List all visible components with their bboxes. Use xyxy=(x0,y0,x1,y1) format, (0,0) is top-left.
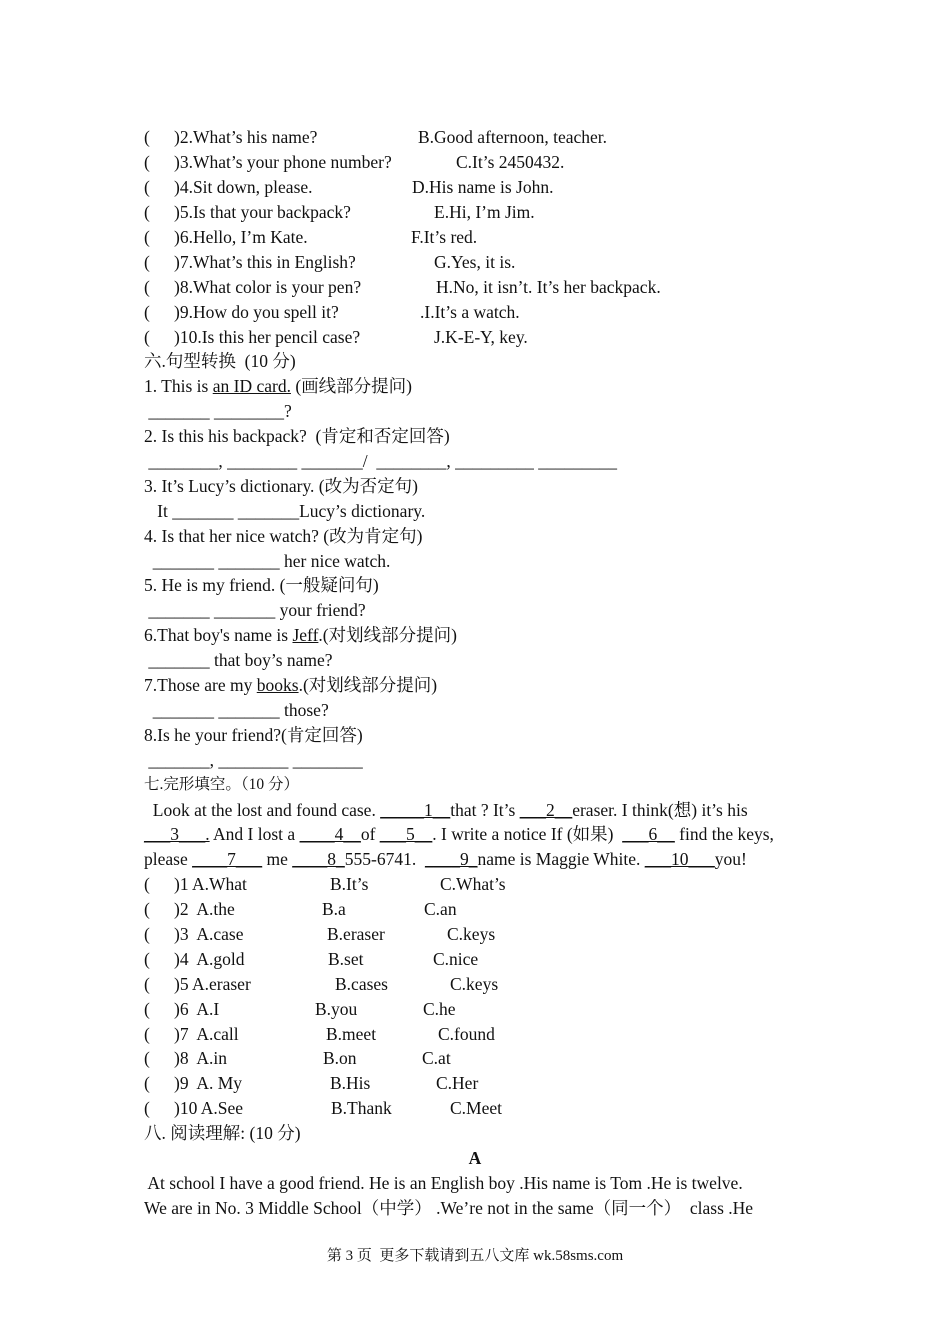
matching-row xyxy=(144,176,554,200)
question-1: 1. This is an ID card. (画线部分提问) xyxy=(144,376,412,396)
cloze-blank[interactable]: ___5__ xyxy=(379,824,433,844)
cloze-blank[interactable]: ____7___ xyxy=(192,849,263,869)
matching-row xyxy=(144,151,565,175)
matching-row xyxy=(144,301,520,325)
cloze-blank[interactable]: ____4__ xyxy=(299,824,361,844)
answer-blank-5[interactable]: _______ _______ your friend? xyxy=(144,600,366,620)
option-c[interactable]: C.Meet xyxy=(450,1098,503,1118)
question-6: 6.That boy's name is Jeff.(对划线部分提问) xyxy=(144,625,457,645)
option-c[interactable]: C.keys xyxy=(447,924,496,944)
answer-paren: ( xyxy=(144,277,150,297)
cloze-line-2: ___3___. And I lost a ____4__of ___5__. I write a notice If (如果) ___6__ find the keys, xyxy=(144,824,774,844)
underlined-phrase: an ID card. xyxy=(212,376,291,396)
option-b[interactable]: B.cases xyxy=(335,974,388,994)
option-b[interactable]: B.His xyxy=(330,1073,371,1093)
answer-paren: ( xyxy=(144,227,150,247)
matching-row xyxy=(144,326,528,350)
option-c[interactable]: C.he xyxy=(423,999,456,1019)
answer-blank-6[interactable]: _______ that boy’s name? xyxy=(144,650,333,670)
answer-paren: ( xyxy=(144,177,150,197)
section-heading: 六.句型转换 (10 分) xyxy=(144,351,296,371)
matching-question: )6.Hello, I’m Kate. xyxy=(174,227,308,247)
option-c[interactable]: C.nice xyxy=(433,949,479,969)
matching-answer: C.It’s 2450432. xyxy=(456,152,565,172)
section-heading: 八. 阅读理解: (10 分) xyxy=(144,1123,301,1143)
matching-answer: H.No, it isn’t. It’s her backpack. xyxy=(436,277,661,297)
question-7: 7.Those are my books.(对划线部分提问) xyxy=(144,675,438,695)
option-row: ( )1 A.What B.It’s C.What’s xyxy=(144,874,506,894)
cloze-blank[interactable]: ___6__ xyxy=(622,824,675,844)
section-heading: 七.完形填空。（10 分） xyxy=(144,776,300,793)
question-4: 4. Is that her nice watch? (改为肯定句) xyxy=(144,526,423,546)
answer-blank-1[interactable]: _______ ________? xyxy=(144,401,292,421)
option-a[interactable]: )1 A.What xyxy=(174,874,247,894)
answer-blank-2[interactable]: ________, ________ _______/ ________, _________ _________ xyxy=(144,451,617,471)
answer-paren: ( xyxy=(144,302,150,322)
option-a[interactable]: )2 A.the xyxy=(174,899,235,919)
cloze-blank[interactable]: ___3___. xyxy=(144,824,210,844)
option-b[interactable]: B.on xyxy=(323,1048,357,1068)
option-row: ( )6 A.I B.you C.he xyxy=(144,999,456,1019)
option-b[interactable]: B.eraser xyxy=(327,924,385,944)
answer-paren: ( xyxy=(144,127,150,147)
passage-line: At school I have a good friend. He is an English boy .His name is Tom .He is twelve. xyxy=(144,1173,743,1193)
option-row: ( )3 A.case B.eraser C.keys xyxy=(144,924,496,944)
matching-answer: B.Good afternoon, teacher. xyxy=(418,127,608,147)
option-b[interactable]: B.set xyxy=(328,949,364,969)
matching-row xyxy=(144,276,661,300)
passage-line: We are in No. 3 Middle School（中学） .We’re not in the same（同一个） class .He xyxy=(144,1198,754,1218)
option-a[interactable]: )8 A.in xyxy=(174,1048,227,1068)
option-b[interactable]: B.meet xyxy=(326,1024,377,1044)
option-row: ( )2 A.the B.a C.an xyxy=(144,899,457,919)
answer-paren: ( xyxy=(144,202,150,222)
matching-row xyxy=(144,251,516,275)
answer-blank-3[interactable]: It _______ _______Lucy’s dictionary. xyxy=(144,501,426,521)
cloze-blank[interactable]: ___10___ xyxy=(644,849,715,869)
option-b[interactable]: B.a xyxy=(322,899,346,919)
matching-question: )9.How do you spell it? xyxy=(174,302,339,322)
matching-answer: J.K-E-Y, key. xyxy=(434,327,528,347)
matching-answer: E.Hi, I’m Jim. xyxy=(434,202,535,222)
option-c[interactable]: C.keys xyxy=(450,974,499,994)
cloze-line-1: Look at the lost and found case. _____1__that ? It’s ___2__eraser. I think(想) it’s his xyxy=(144,800,748,820)
cloze-blank[interactable]: ____9_ xyxy=(424,849,478,869)
question-5: 5. He is my friend. (一般疑问句) xyxy=(144,575,379,595)
matching-row xyxy=(144,201,535,225)
cloze-blank[interactable]: ___2__ xyxy=(519,800,573,820)
option-row: ( )5 A.eraser B.cases C.keys xyxy=(144,974,499,994)
question-3: 3. It’s Lucy’s dictionary. (改为否定句) xyxy=(144,476,418,496)
question-8: 8.Is he your friend?(肯定回答) xyxy=(144,725,363,745)
option-a[interactable]: )10 A.See xyxy=(174,1098,244,1118)
cloze-blank[interactable]: _____1__ xyxy=(380,800,451,820)
matching-question: )2.What’s his name? xyxy=(174,127,318,147)
option-row: ( )4 A.gold B.set C.nice xyxy=(144,949,479,969)
question-2: 2. Is this his backpack? (肯定和否定回答) xyxy=(144,426,450,446)
matching-answer: .I.It’s a watch. xyxy=(420,302,520,322)
answer-paren: ( xyxy=(144,327,150,347)
page-footer: 第 3 页 更多下载请到五八文库 wk.58sms.com xyxy=(326,1248,624,1264)
option-row: ( )7 A.call B.meet C.found xyxy=(144,1024,495,1044)
matching-answer: D.His name is John. xyxy=(412,177,554,197)
option-c[interactable]: C.at xyxy=(422,1048,451,1068)
option-row: ( )8 A.in B.on C.at xyxy=(144,1048,451,1068)
option-b[interactable]: B.you xyxy=(315,999,358,1019)
option-a[interactable]: )9 A. My xyxy=(174,1073,243,1093)
answer-paren: ( xyxy=(144,252,150,272)
matching-row xyxy=(144,226,478,250)
option-a[interactable]: )5 A.eraser xyxy=(174,974,251,994)
cloze-line-3: please ____7___ me ____8_555-6741. ____9_name is Maggie White. ___10___you! xyxy=(144,849,747,869)
option-c[interactable]: C.an xyxy=(424,899,457,919)
option-a[interactable]: )3 A.case xyxy=(174,924,244,944)
answer-paren: ( xyxy=(144,152,150,172)
option-row: ( )9 A. My B.His C.Her xyxy=(144,1073,479,1093)
option-c[interactable]: C.Her xyxy=(436,1073,479,1093)
option-b[interactable]: B.Thank xyxy=(331,1098,392,1118)
underlined-phrase: Jeff xyxy=(292,625,319,645)
matching-question: )3.What’s your phone number? xyxy=(174,152,392,172)
matching-question: )7.What’s this in English? xyxy=(174,252,356,272)
cloze-blank[interactable]: ____8_ xyxy=(292,849,345,869)
option-a[interactable]: )7 A.call xyxy=(174,1024,239,1044)
matching-question: )5.Is that your backpack? xyxy=(174,202,351,222)
option-a[interactable]: )6 A.I xyxy=(174,999,220,1019)
underlined-phrase: books xyxy=(256,675,299,695)
matching-answer: F.It’s red. xyxy=(411,227,478,247)
option-b[interactable]: B.It’s xyxy=(330,874,369,894)
answer-blank-7[interactable]: _______ _______ those? xyxy=(144,700,329,720)
matching-row xyxy=(144,126,608,150)
answer-blank-8[interactable]: _______, ________ ________ xyxy=(144,750,363,770)
option-c[interactable]: C.What’s xyxy=(440,874,506,894)
option-a[interactable]: )4 A.gold xyxy=(174,949,245,969)
answer-blank-4[interactable]: _______ _______ her nice watch. xyxy=(144,551,391,571)
matching-question: )8.What color is your pen? xyxy=(174,277,362,297)
option-row: ( )10 A.See B.Thank C.Meet xyxy=(144,1098,503,1118)
option-c[interactable]: C.found xyxy=(438,1024,495,1044)
matching-question: )10.Is this her pencil case? xyxy=(174,327,361,347)
matching-answer: G.Yes, it is. xyxy=(434,252,516,272)
passage-title: A xyxy=(468,1148,482,1168)
matching-question: )4.Sit down, please. xyxy=(174,177,313,197)
